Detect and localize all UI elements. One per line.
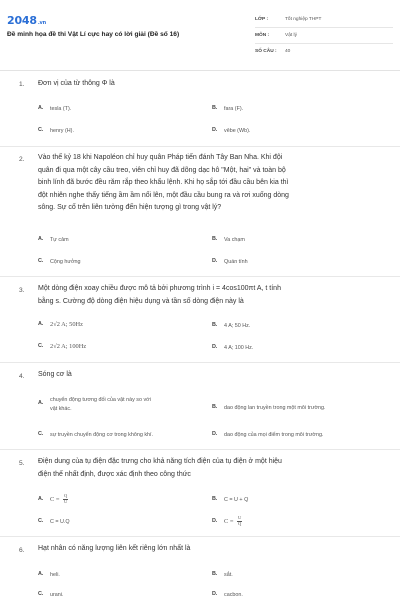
question-3-option-d[interactable] (212, 344, 253, 353)
option-letter: C. (38, 127, 44, 133)
meta-row-class (255, 12, 393, 28)
meta-table (255, 12, 393, 59)
question-5-text (38, 456, 388, 481)
question-5-option-c[interactable] (38, 518, 70, 527)
fraction-denominator: Q (237, 521, 242, 527)
option-letter: B. (212, 236, 218, 242)
option-letter: C. (38, 591, 44, 597)
option-text: henry (H). (50, 128, 74, 134)
option-text-line-1: chuyển động tương đối của vật này so với (50, 397, 151, 403)
option-letter: A. (38, 400, 44, 406)
option-letter: A. (38, 321, 44, 327)
fraction-denominator: U (63, 499, 68, 505)
option-text: 2√2 A; 100Hz (50, 343, 87, 350)
logo-suffix: .vn (37, 20, 46, 26)
option-letter: B. (212, 496, 218, 502)
option-text: 4 A; 50 Hz. (224, 323, 251, 329)
question-1-option-a[interactable] (38, 105, 71, 114)
question-divider (0, 146, 400, 147)
option-letter: B. (212, 322, 218, 328)
page-title: Đề minh họa đề thi Vật Lí cực hay có lời giải (Đề số 16) (7, 31, 180, 38)
question-divider (0, 276, 400, 277)
question-5-line-1: Điện dung của tụ điện đặc trưng cho khả năng tích điện của tụ điện ở một hiệu (38, 458, 282, 465)
option-letter: B. (212, 571, 218, 577)
formula-fraction (237, 516, 242, 527)
question-2-line-4: đột nhiên nghe thấy tiếng ầm ầm nổi lên, một đầu cầu bung ra và rơi xuống dòng (38, 191, 289, 199)
option-text: dao động lan truyền trong một môi trường. (224, 405, 326, 411)
meta-value-count: 40 (285, 49, 291, 54)
formula-lhs: C = (224, 517, 236, 525)
option-letter: D. (212, 591, 218, 597)
option-text: Quán tính (224, 259, 248, 265)
meta-key-subject: MÔN : (255, 33, 270, 38)
question-divider (0, 449, 400, 450)
question-1-text: Đơn vị của từ thông Φ là (38, 80, 115, 87)
option-letter: C. (38, 518, 44, 524)
question-5-option-d[interactable] (212, 516, 242, 527)
meta-row-subject (255, 28, 393, 44)
option-text: cacbon. (224, 592, 243, 598)
option-letter: D. (212, 344, 218, 350)
logo-text: 2048 (7, 14, 37, 27)
option-letter: B. (212, 105, 218, 111)
option-letter: C. (38, 343, 44, 349)
question-6-number: 6. (19, 547, 25, 554)
question-2-line-1: Vào thế kỷ 18 khi Napoléon chỉ huy quân Pháp tiến đánh Tây Ban Nha. Khi đội (38, 154, 283, 161)
question-3-number: 3. (19, 287, 25, 294)
option-letter: A. (38, 571, 44, 577)
question-4-number: 4. (19, 373, 25, 380)
question-3-line-1: Một dòng điện xoay chiều được mô tả bởi phương trình i = 4cos100πt A, t tính (38, 285, 281, 292)
question-2-text (38, 152, 388, 215)
question-5-number: 5. (19, 460, 25, 467)
question-3-option-b[interactable] (212, 322, 250, 331)
question-4-option-a[interactable] (38, 396, 151, 413)
option-text: dao động của mọi điểm trong môi trường. (224, 432, 324, 438)
question-2-line-5: sông. Sự cố trên liên tưởng đến hiện tượng gì trong vật lý? (38, 204, 222, 211)
option-letter: D. (212, 258, 218, 264)
question-6-option-c[interactable] (38, 591, 64, 600)
fraction-numerator: U (237, 515, 242, 520)
question-2-option-c[interactable] (38, 258, 81, 267)
option-text: Tự cảm (50, 237, 69, 243)
option-text (224, 516, 242, 527)
option-text: 4 A; 100 Hz. (224, 345, 254, 351)
option-letter: D. (212, 127, 218, 133)
meta-value-subject: Vật lý (285, 33, 297, 38)
page-header (0, 0, 400, 70)
option-text (50, 396, 151, 413)
option-text: 2√2 A; 50Hz (50, 321, 83, 328)
question-3-option-a[interactable] (38, 321, 83, 330)
question-5-line-2: điện thế nhất định, được xác định theo công thức (38, 470, 191, 478)
meta-key-class: LỚP : (255, 17, 269, 22)
formula-fraction (63, 494, 68, 505)
option-text: Cộng hưởng (50, 259, 81, 265)
question-5-option-b[interactable] (212, 496, 248, 505)
option-text: Va chạm (224, 237, 245, 243)
option-text: tesla (T). (50, 106, 72, 112)
question-6-option-a[interactable] (38, 571, 60, 580)
option-text: C = U.Q (50, 519, 70, 525)
option-text: sắt. (224, 572, 233, 578)
option-letter: A. (38, 236, 44, 242)
option-letter: D. (212, 431, 218, 437)
question-3-line-2: bằng s. Cường độ dòng điện hiệu dụng và tần số dòng điện này là (38, 297, 244, 305)
question-divider (0, 362, 400, 363)
option-text: vêbe (Wb). (224, 128, 251, 134)
option-text: C = U + Q (224, 497, 249, 503)
question-2-number: 2. (19, 156, 25, 163)
option-letter: A. (38, 496, 44, 502)
question-6-text: Hạt nhân có năng lượng liên kết riêng lớn nhất là (38, 545, 191, 552)
question-1-option-d[interactable] (212, 127, 250, 136)
question-4-text: Sóng cơ là (38, 371, 72, 378)
question-6-option-d[interactable] (212, 591, 243, 600)
question-4-option-c[interactable] (38, 431, 153, 440)
question-4-option-d[interactable] (212, 431, 323, 440)
question-2-option-b[interactable] (212, 236, 245, 245)
option-text-line-2: vật khác. (50, 405, 72, 412)
fraction-numerator: Q (63, 493, 68, 498)
option-letter: C. (38, 431, 44, 437)
option-letter: C. (38, 258, 44, 264)
header-divider (0, 70, 400, 71)
question-3-text (38, 283, 388, 308)
option-text: heli. (50, 572, 60, 578)
meta-value-class: Tốt nghiệp THPT (285, 17, 322, 22)
question-1-number: 1. (19, 81, 25, 88)
question-1-option-b[interactable] (212, 105, 243, 114)
formula-lhs: C = (50, 495, 62, 503)
site-logo[interactable] (7, 14, 46, 27)
option-letter: A. (38, 105, 44, 111)
question-3-option-c[interactable] (38, 343, 86, 352)
option-letter: D. (212, 518, 218, 524)
question-6-option-b[interactable] (212, 571, 233, 580)
question-2-line-2: quân đi qua một cây cầu treo, viên chỉ huy đã dõng dạc hô "Một, hai" và toàn bộ (38, 166, 286, 174)
question-1-option-c[interactable] (38, 127, 74, 136)
question-4-option-b[interactable] (212, 404, 326, 413)
meta-row-count (255, 44, 393, 59)
question-divider (0, 536, 400, 537)
meta-key-count: SỐ CÂU : (255, 49, 277, 54)
option-text: sự truyền chuyển động cơ trong không khí. (50, 432, 154, 438)
option-text: urani. (50, 592, 64, 598)
question-2-option-a[interactable] (38, 236, 69, 245)
question-5-option-a[interactable] (38, 494, 68, 505)
option-letter: B. (212, 404, 218, 410)
option-text (50, 494, 68, 505)
option-text: fara (F). (224, 106, 244, 112)
question-2-option-d[interactable] (212, 258, 248, 267)
question-2-line-3: binh lính đã bước đều răm rắp theo khẩu lệnh. Khi họ sắp tới đầu cầu bên kia thì (38, 179, 289, 186)
